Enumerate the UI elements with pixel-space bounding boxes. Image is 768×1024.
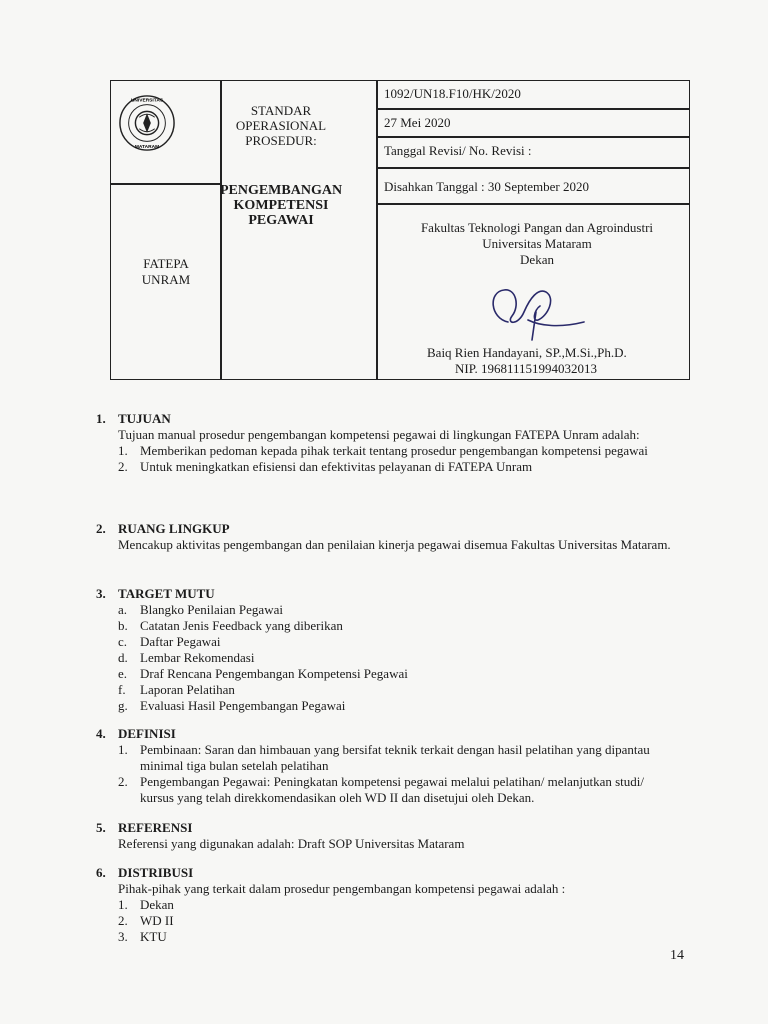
list-item: g. Evaluasi Hasil Pengembangan Pegawai: [118, 698, 346, 713]
unit-name-line1: FATEPA: [143, 256, 189, 271]
list-item: c. Daftar Pegawai: [118, 634, 221, 649]
section-intro: Pihak-pihak yang terkait dalam prosedur pengembangan kompetensi pegawai adalah :: [118, 881, 566, 896]
section-target-mutu: [96, 586, 678, 714]
university-name: Universitas Mataram: [482, 236, 592, 251]
list-item: f. Laporan Pelatihan: [118, 682, 235, 697]
section-heading: 2. RUANG LINGKUP: [96, 521, 230, 536]
header-divider: [376, 80, 378, 380]
logo-text-bottom: MATARAM: [134, 145, 160, 151]
sop-label: STANDAR OPERASIONAL PROSEDUR:: [235, 103, 327, 148]
header-divider: [376, 167, 690, 169]
signer-name: Baiq Rien Handayani, SP.,M.Si.,Ph.D.: [427, 345, 627, 360]
section-distribusi: [96, 865, 678, 945]
list-item: b. Catatan Jenis Feedback yang diberikan: [118, 618, 343, 633]
section-heading: 1. TUJUAN: [96, 411, 171, 426]
dean-signature: [480, 282, 590, 342]
sop-title: PENGEMBANGAN KOMPETENSI PEGAWAI: [219, 183, 343, 228]
section-heading: 4. DEFINISI: [96, 726, 176, 741]
doc-number: 1092/UN18.F10/HK/2020: [384, 86, 521, 101]
header-divider: [376, 203, 690, 205]
list-item: a. Blangko Penilaian Pegawai: [118, 602, 283, 617]
section-heading: 6. DISTRIBUSI: [96, 865, 194, 880]
faculty-name: Fakultas Teknologi Pangan dan Agroindustri: [420, 220, 654, 235]
logo-text-top: UNIVERSITAS: [130, 98, 164, 104]
dean-title: Dekan: [520, 252, 554, 267]
unit-name-line2: UNRAM: [141, 272, 191, 287]
approval-date: Disahkan Tanggal : 30 September 2020: [384, 179, 590, 194]
list-item: 1. Pembinaan: Saran dan himbauan yang bersifat teknik terkait dengan hasil pelatihan yang dipantau minimal tiga bulan setelah pelatihan: [118, 742, 650, 773]
page-number: 14: [670, 948, 684, 963]
section-heading: 3. TARGET MUTU: [96, 586, 215, 601]
signer-nip: NIP. 196811151994032013: [455, 361, 598, 376]
section-text: Mencakup aktivitas pengembangan dan penilaian kinerja pegawai disemua Fakultas Universitas Mataram.: [118, 537, 671, 552]
section-referensi: [96, 820, 678, 852]
section-tujuan: [96, 411, 678, 475]
list-item: 1. Memberikan pedoman kepada pihak terkait tentang prosedur pengembangan kompetensi pegawai: [118, 443, 648, 458]
faculty-block: [382, 220, 692, 268]
revision-info: Tanggal Revisi/ No. Revisi :: [384, 143, 532, 158]
list-item: 1. Dekan: [118, 897, 174, 912]
doc-date: 27 Mei 2020: [384, 115, 451, 130]
list-item: e. Draf Rencana Pengembangan Kompetensi Pegawai: [118, 666, 408, 681]
header-divider: [376, 108, 690, 110]
section-heading: 5. REFERENSI: [96, 820, 193, 835]
list-item: 2. Pengembangan Pegawai: Peningkatan kompetensi pegawai melalui pelatihan/ melanjutkan studi/ kursus yang telah direkkomendasikan oleh WD II dan disetujui oleh Dekan.: [118, 774, 644, 805]
header-divider: [110, 183, 220, 185]
section-intro: Tujuan manual prosedur pengembangan kompetensi pegawai di lingkungan FATEPA Unram adalah:: [118, 427, 640, 442]
section-ruang-lingkup: [96, 521, 678, 553]
list-item: 2. Untuk meningkatkan efisiensi dan efektivitas pelayanan di FATEPA Unram: [118, 459, 533, 474]
list-item: 2. WD II: [118, 913, 174, 928]
university-logo: [118, 94, 176, 152]
header-divider: [376, 136, 690, 138]
section-text: Referensi yang digunakan adalah: Draft SOP Universitas Mataram: [118, 836, 465, 851]
list-item: 3. KTU: [118, 929, 167, 944]
list-item: d. Lembar Rekomendasi: [118, 650, 255, 665]
section-definisi: [96, 726, 678, 806]
